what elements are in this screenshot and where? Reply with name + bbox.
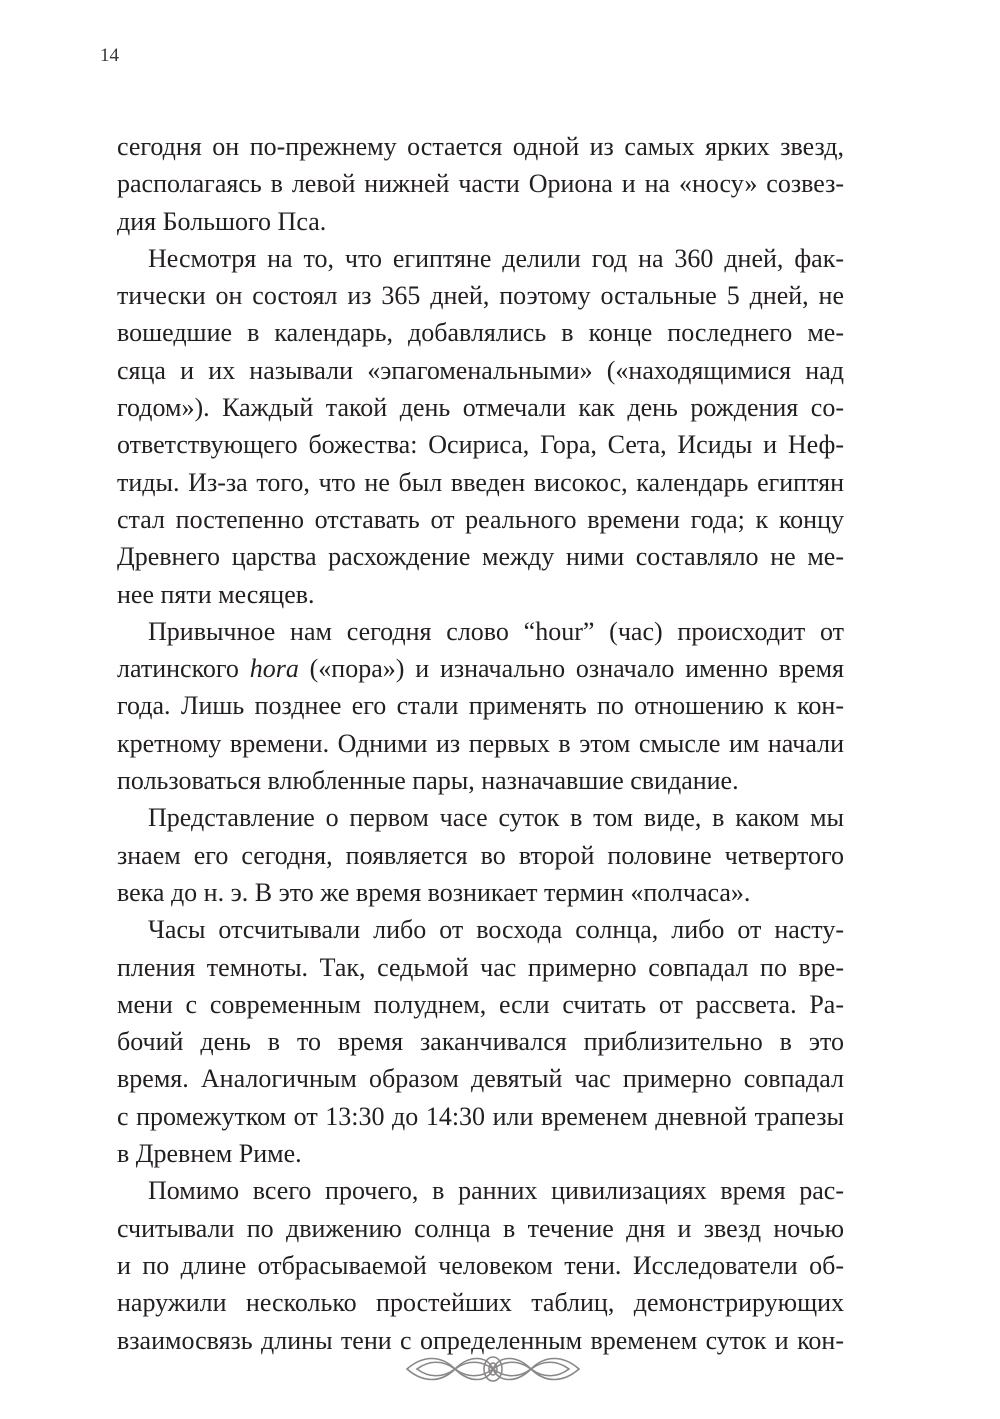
text-line: латинского hora («пора») и изначально означало именно время [117, 654, 845, 684]
text-line: сяца и их называли «эпагоменальными» («находящимися над [117, 355, 844, 385]
text-line: Часы отсчитывали либо от восхода солнца, либо от насту- [148, 915, 844, 945]
text-line: вошедшие в календарь, добавлялись в конце последнего ме- [117, 318, 844, 348]
text-line: нее пяти месяцев. [117, 579, 315, 609]
text-line: считывали по движению солнца в течение дня и звезд ночью [117, 1213, 844, 1243]
text-line: располагаясь в левой нижней части Ориона и на «носу» созвез- [117, 169, 844, 199]
text-line: знаем его сегодня, появляется во второй половине четвертого [117, 840, 844, 870]
text-line: пользоваться влюбленные пары, назначавшие свидание. [117, 766, 739, 796]
text-line: дия Большого Пса. [117, 206, 327, 236]
page-number: 14 [100, 45, 119, 66]
text-line: мени с современным полуднем, если считать от рассвета. Ра- [117, 989, 844, 1019]
text-line: Помимо всего прочего, в ранних цивилизациях время рас- [148, 1176, 844, 1206]
text-line: ответствующего божества: Осириса, Гора, Сета, Исиды и Неф- [117, 430, 844, 460]
text-line: тически он состоял из 365 дней, поэтому остальные 5 дней, не [117, 281, 844, 311]
text-line: кретному времени. Одними из первых в этом смысле им начали [117, 728, 844, 758]
text-line: года. Лишь позднее его стали применять по отношению к кон- [117, 691, 844, 721]
body-text [117, 128, 844, 1359]
text-line: Древнего царства расхождение между ними составляло не ме- [117, 542, 844, 572]
text-line: в Древнем Риме. [117, 1139, 302, 1169]
text-line: время. Аналогичным образом девятый час примерно совпадал [117, 1064, 844, 1094]
text-line: стал постепенно отставать от реального времени года; к концу [117, 504, 844, 534]
text-line: годом»). Каждый такой день отмечали как день рождения со- [117, 393, 844, 423]
celtic-knot-ornament-icon [403, 1351, 583, 1387]
text-line: Несмотря на то, что египтяне делили год на 360 дней, фак- [148, 243, 844, 273]
text-line: Привычное нам сегодня слово “hour” (час) происходит от [148, 616, 844, 646]
paragraph-1 [117, 128, 844, 240]
text-line: пления темноты. Так, седьмой час примерно совпадал по вре- [117, 952, 844, 982]
text-line: века до н. э. В это же время возникает термин «полчаса». [117, 877, 751, 907]
paragraph-2 [117, 240, 844, 613]
text-line: с промежутком от 13:30 до 14:30 или временем дневной трапезы [117, 1101, 844, 1131]
text-line: сегодня он по-прежнему остается одной из самых ярких звезд, [117, 132, 844, 161]
text-line: наружили несколько простейших таблиц, демонстрирующих [117, 1288, 844, 1318]
paragraph-4 [117, 799, 844, 911]
text-line: бочий день в то время заканчивался приблизительно в это [117, 1027, 844, 1057]
paragraph-5 [117, 911, 844, 1172]
text-line: и по длине отбрасываемой человеком тени. Исследователи об- [117, 1250, 844, 1280]
paragraph-3 [117, 613, 844, 799]
paragraph-6 [117, 1172, 844, 1358]
text-line: тиды. Из-за того, что не был введен високос, календарь египтян [117, 467, 844, 497]
text-line: взаимосвязь длины тени с определенным временем суток и кон- [117, 1325, 844, 1355]
text-line: Представление о первом часе суток в том виде, в каком мы [148, 803, 844, 833]
